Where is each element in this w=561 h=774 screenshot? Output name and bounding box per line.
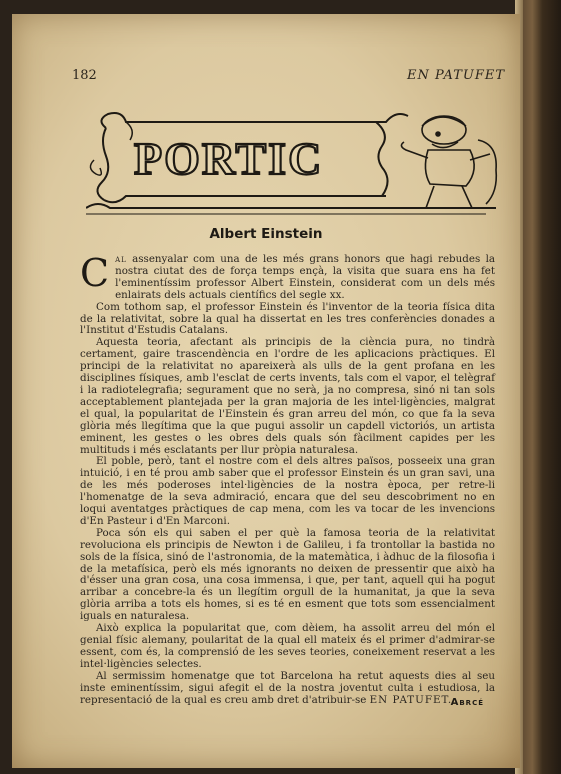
- paragraph: [80, 251, 495, 302]
- paragraph: Això explica la popularitat que, com dèiem, ha assolit arreu del món el genial físic alemany, poularitat de la qual ell mateix és el primer d'admirar-se essent, com és, la comprensió de les seves teories, coneixement reservat a les intel·ligències selectes.: [80, 622, 495, 670]
- book-binding: [520, 0, 561, 774]
- page-number: 182: [72, 68, 97, 83]
- drop-cap: C: [80, 251, 110, 295]
- banner-title: PORTIC: [134, 133, 324, 184]
- patufet-figure: [401, 116, 496, 208]
- article-title: Albert Einstein: [209, 226, 323, 242]
- closing-name: EN PATUFET.: [369, 693, 453, 706]
- signature: Abrcé: [450, 697, 484, 708]
- paragraph: Poca són els qui saben el per què la famosa teoria de la relativitat revoluciona els principis de Newton i de Galileu, i fa trontollar la bastida no sols de la física, sinó de l'astronomia, de la matemàtica, i àdhuc de la filosofia i de la metafísica, però els més ignorants no deixen de pressentir que això ha d'ésser una gran cosa, una cosa immensa, i que, per tant, aquell qui ha pogut arribar a concebre-la és un llegítim orgull de la humanitat, ja que la seva glòria arriba a tots els homes, si es té en esment que tots som essencialment iguals en naturalesa.: [80, 526, 495, 623]
- paragraph: [80, 671, 495, 707]
- magazine-title: EN PATUFET: [407, 68, 506, 83]
- paragraph: El poble, però, tant el nostre com el dels altres països, posseeix una gran intuició, i en té prou amb saber que el professor Einstein és un gran savi, una de les més poderoses intel·ligències de la nostra època, per retre-li l'homenatge de la seva admiració, encara que del seu descobriment no en loqui aventatges pràctiques de cap mena, com les va tocar de les invencions d'En Pasteur i d'En Marconi.: [80, 455, 495, 527]
- first-word-rest: al: [115, 253, 127, 265]
- running-head: [12, 68, 520, 88]
- paragraph-text: assenyalar com una de les més grans honors que hagi rebudes la nostra ciutat des de força temps ençà, la visita que suara ens ha fet l'eminentíssim professor Albert Einstein, considerat com un dels més enlairats dels actuals científics del segle xx.: [115, 253, 495, 301]
- article-body: [80, 251, 495, 706]
- paragraph: Com tothom sap, el professor Einstein és l'inventor de la teoria física dita de la relativitat, sobre la qual ha dissertat en les tres conferències donades a l'Institut d'Estudis Catalans.: [80, 300, 495, 337]
- paragraph-text: Al sermissim homenatge que tot Barcelona ha retut aquests dies al seu inste eminentíssim, sigui afegit el de la nostra joventut culta i estudiosa, la representació de la qual es creu amb dret d'atribuir-se: [80, 669, 495, 706]
- paragraph: Aquesta teoria, afectant als principis de la ciència pura, no tindrà certament, gaire trascendència en l'ordre de les aplicacions pràctiques. El principi de la relativitat no apareixerà als ulls de la gent profana en les disciplines físiques, amb l'esclat de certs invents, tals com el vapor, el telègraf i la radiotelegrafia; segurament que no serà, ja no compresa, sinó ni tan sols acceptablement plantejada per la gran majoria de les intel·ligències, malgrat el qual, la popularitat de l'Einstein és gran arreu del món, co que fa la seva glòria més llegítima que la que pugui assolir un capdell victoriós, un artista eminent, les gestes o les obres dels quals són fàcilment capides per les multituds i més esclatants per llur pròpia naturalesa.: [80, 336, 495, 456]
- magazine-page: [12, 14, 520, 768]
- portic-banner: [86, 100, 506, 218]
